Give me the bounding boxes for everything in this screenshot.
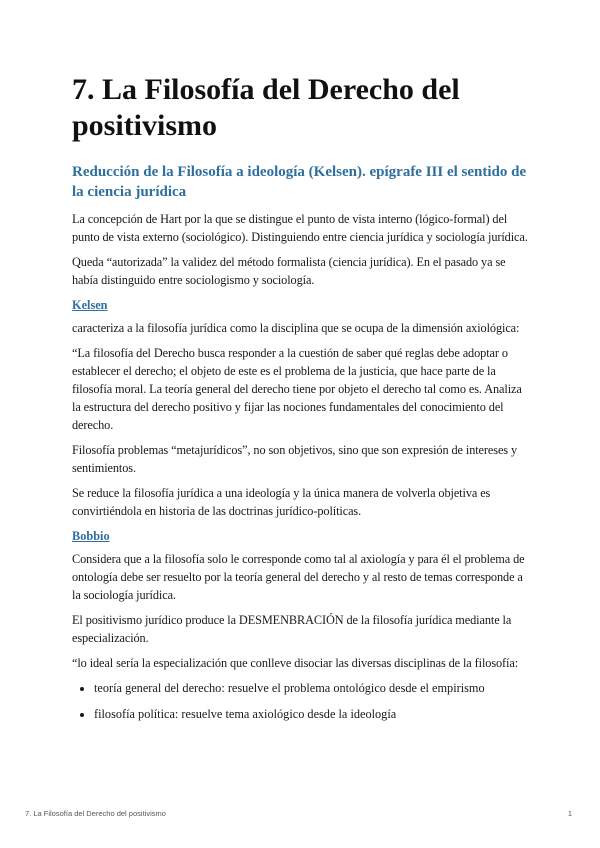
footer-page-number: 1 bbox=[567, 809, 572, 818]
paragraph-autorizada: Queda “autorizada” la validez del método formalista (ciencia jurídica). En el pasado ya se había distinguido entre sociologismo y sociología. bbox=[72, 255, 506, 287]
paragraph-bobbio-ideal: “lo ideal sería la especialización que conlleve disociar las diversas disciplinas de la filosofía: bbox=[72, 656, 519, 670]
document-page bbox=[72, 72, 528, 731]
subheading-kelsen[interactable]: Kelsen bbox=[72, 298, 108, 312]
bullet-item-filosofia-politica: • filosofía política: resuelve tema axiológico desde la ideología bbox=[94, 705, 528, 723]
paragraph-kelsen-intro: caracteriza a la filosofía jurídica como la disciplina que se ocupa de la dimensión axiológica: bbox=[72, 321, 520, 335]
paragraph-hart: La concepción de Hart por la que se distingue el punto de vista interno (lógico-formal) del punto de vista externo (sociológico). Distinguiendo entre ciencia jurídica y sociología jurídica. bbox=[72, 212, 528, 244]
paragraph-kelsen-metajuridicos: Filosofía problemas “metajurídicos”, no son objetivos, sino que son expresión de intereses y sentimientos. bbox=[72, 443, 518, 475]
bobbio-bullet-list bbox=[72, 679, 528, 723]
paragraph-kelsen-quote: “La filosofía del Derecho busca responder a la cuestión de saber qué reglas debe adoptar o establecer el derecho; el objeto de este es el problema de la justicia, que hace parte de la filosofía moral. La teoría general del derecho tiene por objeto el derecho tal como es. Analiza la estructura del derecho positivo y fijar las nociones fundamentales del conocimiento del derecho. bbox=[72, 346, 522, 432]
bullet-item-teoria-general: • teoría general del derecho: resuelve el problema ontológico desde el empirismo bbox=[94, 679, 528, 697]
paragraph-kelsen-ideologia: Se reduce la filosofía jurídica a una ideología y la única manera de volverla objetiva es convirtiéndola en historia de las doctrinas jurídico-políticas. bbox=[72, 486, 491, 518]
footer-title: 7. La Filosofía del Derecho del positivismo bbox=[25, 809, 166, 818]
section-heading: Reducción de la Filosofía a ideología (Kelsen). epígrafe III el sentido de la ciencia jurídica bbox=[72, 164, 527, 200]
page-title: 7. La Filosofía del Derecho del positivismo bbox=[72, 73, 460, 142]
subheading-bobbio[interactable]: Bobbio bbox=[72, 529, 110, 543]
paragraph-bobbio-desmembracion: El positivismo jurídico produce la DESMENBRACIÓN de la filosofía jurídica mediante la especialización. bbox=[72, 613, 512, 645]
paragraph-bobbio-axiologia: Considera que a la filosofía solo le corresponde como tal al axiología y para él el problema de ontología debe ser resuelto por la teoría general del derecho y al resto de temas corresponde a la sociología jurídica. bbox=[72, 552, 525, 602]
